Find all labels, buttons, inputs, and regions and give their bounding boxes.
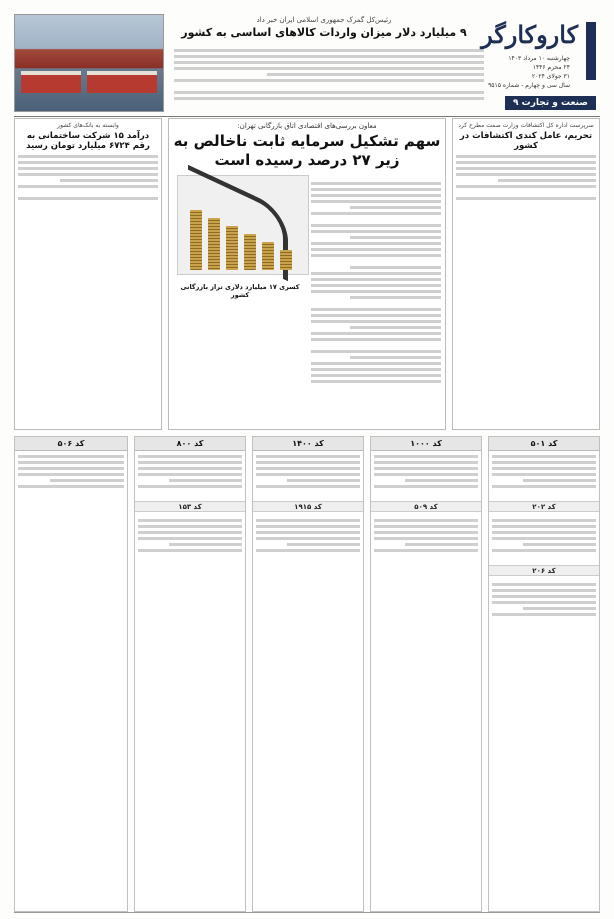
text-line xyxy=(311,344,441,347)
ad-text-block xyxy=(253,515,363,562)
text-line xyxy=(311,242,441,245)
text-line xyxy=(18,473,124,476)
text-line xyxy=(498,179,596,182)
text-line xyxy=(138,455,242,458)
main-article-headline: سهم تشکیل سرمایه ثابت ناخالص به زیر ۲۷ درصد رسیده است xyxy=(173,132,441,169)
text-line xyxy=(492,555,596,558)
text-line xyxy=(456,197,596,200)
text-line xyxy=(456,191,596,194)
text-line xyxy=(311,194,441,197)
text-line xyxy=(18,161,158,164)
right-article-body xyxy=(456,155,596,200)
ad-column xyxy=(14,436,128,912)
text-line xyxy=(374,467,478,470)
text-line xyxy=(311,182,441,185)
text-line xyxy=(311,374,441,377)
divider xyxy=(14,116,600,117)
text-line xyxy=(492,461,596,464)
ad-text-block xyxy=(135,515,245,562)
text-line xyxy=(50,479,124,482)
left-article-kicker: وابسته به بانک‌های کشور xyxy=(57,122,119,129)
text-line xyxy=(492,549,596,552)
classifieds-area xyxy=(14,436,600,912)
text-line xyxy=(523,543,596,546)
text-line xyxy=(350,236,441,239)
text-line xyxy=(311,302,441,305)
text-line xyxy=(492,491,596,494)
text-line xyxy=(311,380,441,383)
text-line xyxy=(138,555,242,558)
coin-stack xyxy=(226,226,238,270)
text-line xyxy=(256,473,360,476)
boat-shape xyxy=(87,71,157,93)
text-line xyxy=(374,549,478,552)
text-line xyxy=(311,254,441,257)
issue-date-hijri: ۲۴ محرم ۱۴۴۶ xyxy=(532,64,570,71)
text-line xyxy=(138,537,242,540)
ad-column xyxy=(370,436,482,912)
coin-stack xyxy=(190,210,202,270)
left-article-body xyxy=(18,155,158,200)
text-line xyxy=(523,607,596,610)
ad-column-code: کد ۵۰۱ xyxy=(489,437,599,451)
text-line xyxy=(256,531,360,534)
ad-text-block xyxy=(489,451,599,498)
top-story-header xyxy=(174,16,474,39)
text-line xyxy=(374,525,478,528)
text-line xyxy=(18,485,124,488)
text-line xyxy=(256,485,360,488)
text-line xyxy=(18,491,124,494)
ad-text-block xyxy=(15,451,127,498)
text-line xyxy=(256,555,360,558)
ad-subcode: کد ۲۰۶ xyxy=(489,565,599,576)
text-line xyxy=(138,467,242,470)
ad-column-code: کد ۱۴۰۰ xyxy=(253,437,363,451)
left-article-headline: درآمد ۱۵ شرکت ساختمانی به رقم ۶۷۲۴ میلیارد تومان رسید xyxy=(26,131,150,151)
ad-column-code: کد ۵۰۶ xyxy=(15,437,127,451)
ad-column-code: کد ۱۰۰۰ xyxy=(371,437,481,451)
left-article xyxy=(14,118,162,430)
text-line xyxy=(350,326,441,329)
text-line xyxy=(60,179,158,182)
text-line xyxy=(174,61,484,64)
ad-text-block xyxy=(371,515,481,562)
boats-photo xyxy=(14,14,164,112)
right-article-kicker: سرپرست اداره کل اکتشافات وزارت صمت مطرح کرد xyxy=(458,122,594,129)
text-line xyxy=(138,461,242,464)
text-line xyxy=(256,537,360,540)
text-line xyxy=(374,519,478,522)
text-line xyxy=(256,491,360,494)
issue-date: چهارشنبه ۱۰ مرداد ۱۴۰۳ xyxy=(508,55,570,62)
main-article-body xyxy=(311,179,441,425)
text-line xyxy=(174,85,484,88)
text-line xyxy=(18,197,158,200)
text-line xyxy=(256,467,360,470)
text-line xyxy=(287,479,360,482)
text-line xyxy=(405,479,478,482)
text-line xyxy=(492,485,596,488)
text-line xyxy=(492,519,596,522)
text-line xyxy=(311,308,441,311)
text-line xyxy=(311,278,441,281)
text-line xyxy=(311,284,441,287)
ad-subcode: کد ۲۰۲ xyxy=(489,501,599,512)
text-line xyxy=(492,595,596,598)
coin-stack xyxy=(208,218,220,270)
ad-text-block xyxy=(489,515,599,562)
text-line xyxy=(350,266,441,269)
ad-text-block xyxy=(489,579,599,626)
text-line xyxy=(492,467,596,470)
text-line xyxy=(374,491,478,494)
text-line xyxy=(311,368,441,371)
text-line xyxy=(374,455,478,458)
issue-number: سال سی و چهارم - شماره ۹۵۱۵ xyxy=(488,82,570,89)
text-line xyxy=(138,531,242,534)
text-line xyxy=(456,155,596,158)
text-line xyxy=(456,167,596,170)
text-line xyxy=(138,491,242,494)
text-line xyxy=(18,191,158,194)
text-line xyxy=(311,332,441,335)
text-line xyxy=(18,461,124,464)
text-line xyxy=(311,212,441,215)
text-line xyxy=(311,218,441,221)
text-line xyxy=(492,613,596,616)
articles-area xyxy=(14,118,600,430)
ad-column-code: کد ۸۰۰ xyxy=(135,437,245,451)
text-line xyxy=(311,314,441,317)
text-line xyxy=(174,49,484,52)
text-line xyxy=(311,338,441,341)
issue-meta xyxy=(488,54,570,90)
text-line xyxy=(311,200,441,203)
text-line xyxy=(169,479,242,482)
text-line xyxy=(374,531,478,534)
text-line xyxy=(18,173,158,176)
text-line xyxy=(138,525,242,528)
text-line xyxy=(374,473,478,476)
text-line xyxy=(174,67,484,70)
section-tag: صنعت و تجارت ۹ xyxy=(505,96,596,110)
text-line xyxy=(492,525,596,528)
text-line xyxy=(311,290,441,293)
text-line xyxy=(311,230,441,233)
text-line xyxy=(311,362,441,365)
text-line xyxy=(311,224,441,227)
ad-text-block xyxy=(253,451,363,498)
ad-text-block xyxy=(135,451,245,498)
text-line xyxy=(311,260,441,263)
ad-column xyxy=(252,436,364,912)
text-line xyxy=(492,531,596,534)
text-line xyxy=(374,555,478,558)
text-line xyxy=(350,206,441,209)
text-line xyxy=(311,248,441,251)
right-article xyxy=(452,118,600,430)
text-line xyxy=(18,455,124,458)
text-line xyxy=(374,537,478,540)
text-line xyxy=(18,185,158,188)
text-line xyxy=(374,461,478,464)
text-line xyxy=(138,549,242,552)
text-line xyxy=(256,455,360,458)
top-story-headline: ۹ میلیارد دلار میزان واردات کالاهای اساسی به کشور xyxy=(181,26,467,39)
text-line xyxy=(492,589,596,592)
text-line xyxy=(174,91,484,94)
text-line xyxy=(492,583,596,586)
main-article-subhead: کسری ۱۷ میلیارد دلاری تراز بازرگانی کشور xyxy=(180,283,300,299)
text-line xyxy=(267,73,484,76)
text-line xyxy=(256,461,360,464)
text-line xyxy=(256,525,360,528)
text-line xyxy=(174,79,484,82)
ad-subcode: کد ۵۰۹ xyxy=(371,501,481,512)
ad-column xyxy=(488,436,600,912)
masthead xyxy=(14,14,600,114)
text-line xyxy=(311,188,441,191)
text-line xyxy=(287,543,360,546)
boat-shape xyxy=(21,71,81,93)
text-line xyxy=(138,519,242,522)
ad-subcode: کد ۱۵۳ xyxy=(135,501,245,512)
text-line xyxy=(456,161,596,164)
coin-stack xyxy=(244,234,256,270)
text-line xyxy=(256,549,360,552)
coin-stack xyxy=(262,242,274,270)
coin-stack xyxy=(280,250,292,270)
text-line xyxy=(311,350,441,353)
right-article-headline: تحریم، عامل کندی اکتشافات در کشور xyxy=(459,131,593,151)
ad-column xyxy=(134,436,246,912)
text-line xyxy=(256,519,360,522)
ad-text-block xyxy=(371,451,481,498)
text-line xyxy=(492,619,596,622)
text-line xyxy=(350,386,441,389)
text-line xyxy=(350,356,441,359)
text-line xyxy=(456,173,596,176)
text-line xyxy=(523,479,596,482)
text-line xyxy=(169,543,242,546)
text-line xyxy=(311,320,441,323)
text-line xyxy=(492,455,596,458)
issue-date-gregorian: ۳۱ جولای ۲۰۲۴ xyxy=(531,73,570,80)
text-line xyxy=(174,55,484,58)
text-line xyxy=(138,485,242,488)
text-line xyxy=(492,537,596,540)
text-line xyxy=(311,272,441,275)
ad-subcode: کد ۱۹۱۵ xyxy=(253,501,363,512)
text-line xyxy=(18,167,158,170)
text-line xyxy=(18,155,158,158)
top-story-body xyxy=(174,46,484,110)
page-footer-rule xyxy=(14,912,600,917)
text-line xyxy=(18,467,124,470)
newspaper-logo: کاروکارگر xyxy=(481,20,578,49)
top-story-kicker: رئیس‌کل گمرک جمهوری اسلامی ایران خبر داد xyxy=(256,16,392,24)
text-line xyxy=(174,97,484,100)
text-line xyxy=(350,296,441,299)
text-line xyxy=(374,485,478,488)
logo-strip xyxy=(586,22,596,80)
text-line xyxy=(138,473,242,476)
text-line xyxy=(492,473,596,476)
text-line xyxy=(405,543,478,546)
text-line xyxy=(456,185,596,188)
main-article-kicker: معاون بررسی‌های اقتصادی اتاق بازرگانی تهران: xyxy=(237,122,377,130)
text-line xyxy=(492,601,596,604)
coins-arrow-image xyxy=(177,175,309,275)
main-article xyxy=(168,118,446,430)
